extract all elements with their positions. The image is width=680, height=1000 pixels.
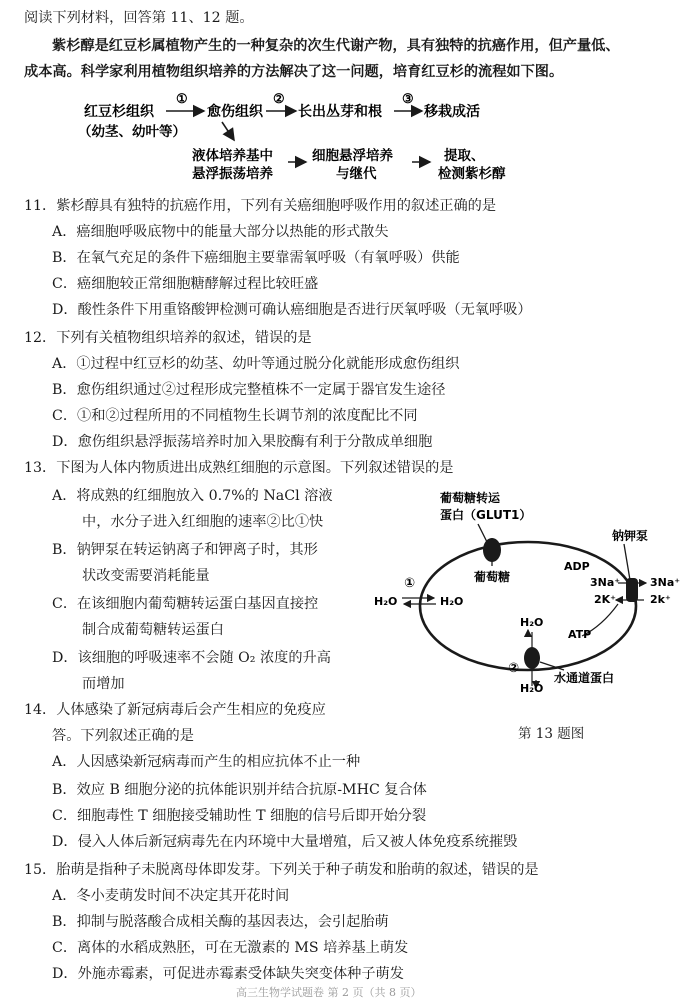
q15-option-d: D．外施赤霉素，可促进赤霉素受体缺失突变体种子萌发 [52, 966, 404, 982]
h2o-top-2: H₂O [520, 616, 544, 629]
aquaporin-protein [524, 647, 540, 669]
glut-label-2: 蛋白（GLUT1） [440, 508, 532, 522]
intro-line-1: 阅读下列材料，回答第 11、12 题。 [24, 10, 254, 26]
q12-option-c: C．①和②过程所用的不同植物生长调节剂的浓度配比不同 [52, 408, 418, 424]
aquaporin-label: 水通道蛋白 [554, 671, 615, 685]
q13-option-b-cont: 状改变需要消耗能量 [82, 568, 210, 584]
flow-suspension-1: 细胞悬浮培养 [312, 148, 393, 164]
q15-stem: 15．胎萌是指种子未脱离母体即发芽。下列关于种子萌发和胎萌的叙述，错误的是 [24, 862, 539, 878]
h2o-bottom-2: H₂O [520, 682, 544, 695]
q11-option-d: D．酸性条件下用重铬酸钾检测可确认癌细胞是否进行厌氧呼吸（无氧呼吸） [52, 302, 532, 318]
atp-label: ATP [568, 628, 592, 641]
flow-extract-1: 提取、 [444, 148, 485, 164]
q15-option-a: A．冬小麦萌发时间不决定其开花时间 [52, 888, 290, 904]
pump-label: 钠钾泵 [612, 529, 649, 543]
flow-liquid-1: 液体培养基中 [192, 148, 273, 164]
q13-option-c: C．在该细胞内葡萄糖转运蛋白基因直接控 [52, 596, 319, 612]
page-footer: 高三生物学试题卷 第 2 页（共 8 页） [236, 986, 422, 999]
q15-option-b: B．抑制与脱落酸合成相关酶的基因表达，会引起胎萌 [52, 914, 389, 930]
q13-option-a: A．将成熟的红细胞放入 0.7%的 NaCl 溶液 [52, 488, 333, 504]
flow-transplant: 移栽成活 [424, 104, 480, 120]
circle-1-label: ① [404, 576, 416, 591]
q14-stem-1: 14．人体感染了新冠病毒后会产生相应的免疫应 [24, 702, 326, 718]
na-out-label: 3Na⁺ [650, 576, 680, 589]
flow-liquid-2: 悬浮振荡培养 [192, 166, 273, 182]
flow-source: 红豆杉组织 [84, 104, 154, 120]
figure-13-caption: 第 13 题图 [518, 726, 585, 742]
q14-option-c: C．细胞毒性 T 细胞接受辅助性 T 细胞的信号后即开始分裂 [52, 808, 427, 824]
q13-option-c-cont: 制合成葡萄糖转运蛋白 [82, 622, 224, 638]
glut-label-1: 葡萄糖转运 [440, 491, 501, 505]
flow-extract-2: 检测紫杉醇 [438, 166, 506, 182]
na-in-label: 3Na⁺ [590, 576, 621, 589]
rbc-transport-figure [368, 486, 680, 746]
q12-option-a: A．①过程中红豆杉的幼茎、幼叶等通过脱分化就能形成愈伤组织 [52, 356, 460, 372]
k-out-label: 2k⁺ [650, 593, 671, 606]
q11-stem: 11．紫杉醇具有独特的抗癌作用，下列有关癌细胞呼吸作用的叙述正确的是 [24, 198, 497, 214]
q13-option-d-cont: 而增加 [82, 676, 125, 692]
h2o-out-1: H₂O [374, 595, 398, 608]
flow-callus: 愈伤组织 [207, 104, 263, 120]
q15-option-c: C．离体的水稻成熟胚，可在无激素的 MS 培养基上萌发 [52, 940, 409, 956]
intro-line-3: 成本高。科学家利用植物组织培养的方法解决了这一问题，培育红豆杉的流程如下图。 [24, 64, 564, 80]
flow-shoots: 长出丛芽和根 [298, 104, 382, 120]
k-in-label: 2K⁺ [594, 593, 616, 606]
q12-option-b: B．愈伤组织通过②过程形成完整植株不一定属于器官发生途径 [52, 382, 446, 398]
glucose-label: 葡萄糖 [474, 570, 511, 584]
flow-suspension-2: 与继代 [336, 166, 377, 182]
q14-option-a: A．人因感染新冠病毒而产生的相应抗体不止一种 [52, 754, 361, 770]
q13-stem: 13．下图为人体内物质进出成熟红细胞的示意图。下列叙述错误的是 [24, 460, 454, 476]
q11-option-a: A．癌细胞呼吸底物中的能量大部分以热能的形式散失 [52, 224, 389, 240]
intro-line-2: 紫杉醇是红豆杉属植物产生的一种复杂的次生代谢产物，具有独特的抗癌作用，但产量低、 [52, 38, 620, 54]
q14-option-b: B．效应 B 细胞分泌的抗体能识别并结合抗原-MHC 复合体 [52, 782, 427, 798]
flow-step-1: ① [176, 92, 188, 107]
q14-option-d: D．侵入人体后新冠病毒先在内环境中大量增殖，后又被人体免疫系统摧毁 [52, 834, 518, 850]
q12-stem: 12．下列有关植物组织培养的叙述，错误的是 [24, 330, 312, 346]
adp-label: ADP [564, 560, 590, 573]
q14-stem-2: 答。下列叙述正确的是 [52, 728, 194, 744]
h2o-in-1: H₂O [440, 595, 464, 608]
q11-option-c: C．癌细胞较正常细胞糖酵解过程比较旺盛 [52, 276, 319, 292]
flow-step-3: ③ [402, 92, 414, 107]
q13-option-b: B．钠钾泵在转运钠离子和钾离子时，其形 [52, 542, 318, 558]
flow-arrow-down [222, 122, 234, 140]
pump-protein [626, 578, 638, 602]
flow-step-2: ② [273, 92, 285, 107]
flow-source-sub: （幼茎、幼叶等） [78, 124, 186, 140]
circle-2-label: ② [508, 661, 520, 676]
q12-option-d: D．愈伤组织悬浮振荡培养时加入果胶酶有利于分散成单细胞 [52, 434, 433, 450]
pump-pointer [624, 544, 630, 580]
q13-option-d: D．该细胞的呼吸速率不会随 O₂ 浓度的升高 [52, 650, 331, 666]
q13-option-a-cont: 中，水分子进入红细胞的速率②比①快 [82, 514, 324, 530]
q11-option-b: B．在氧气充足的条件下癌细胞主要靠需氧呼吸（有氧呼吸）供能 [52, 250, 460, 266]
taxus-culture-flowchart [0, 0, 680, 200]
